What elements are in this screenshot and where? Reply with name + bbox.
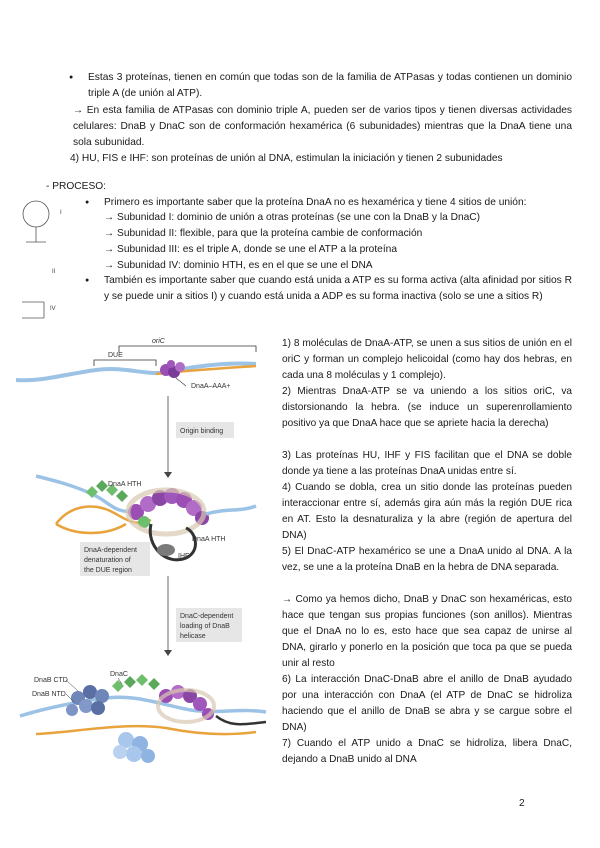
bullet-dnaa-sitios: ● Primero es importante saber que la proteína DnaA no es hexamérica y tiene 4 sitios de unión: [104, 195, 572, 211]
label-oric: oriC [152, 338, 165, 345]
sketch-label-iv: IV [50, 306, 56, 312]
label-dnab-ctd: DnaB CTD [34, 677, 68, 684]
label-dnaa-hth-bottom: DnaA HTH [192, 536, 226, 543]
sketch-label-ii: II [52, 269, 56, 275]
label-dnaa-hth-top: DnaA HTH [108, 481, 142, 488]
label-denat-2: denaturation of [84, 557, 131, 564]
proceso-heading: - PROCESO: [46, 181, 107, 192]
step-5-arrow-note: → Como ya hemos dicho, DnaB y DnaC son hexaméricas, esto hace que tengan sus propias funciones (son anillos). Mientras que el DnaA no lo es, esto hace que sea capaz de unirse al DNA, girarlo y ponerlo en la posición que toca pa que se pueda unir al resto [282, 594, 572, 669]
step-3: 3) Las proteínas HU, IHF y FIS facilitan que el DNA se doble donde ya tiene a las proteínas DnaA unidas entre sí. [282, 450, 572, 477]
label-dnac-2: loading of DnaB [180, 623, 230, 630]
bullet-atp-adp-forma: ● También es importante saber que cuando está unida a ATP es su forma activa (alta afinidad por sitios R y se puede unir a sitios I) y cuando está unida a ADP es su forma inactiva (solo se une a sitios R) [104, 273, 572, 305]
subunidad-3: → Subunidad III: es el triple A, donde se une el ATP a la proteína [104, 244, 397, 255]
item-4-hu-fis-ihf: 4) HU, FIS e IHF: son proteínas de unión al DNA, estimulan la iniciación y tienen 2 subunidades [70, 153, 503, 164]
step-1: 1) 8 moléculas de DnaA-ATP, se unen a sus sitios de unión en el oriC y forman un complejo helicoidal (como hay dos hebras, en cada una 8 moléculas y 1 complejo). [282, 338, 572, 381]
label-due: DUE [108, 352, 123, 359]
label-denat-1: DnaA-dependent [84, 547, 137, 554]
step-5: 5) El DnaC-ATP hexamérico se une a DnaA unido al DNA. A la vez, se une a la proteína DnaB en la hebra de DNA separada. [282, 546, 572, 573]
subunidad-2: → Subunidad II: flexible, para que la proteína cambie de conformación [104, 228, 423, 239]
label-dnaa-aaa: DnaA–AAA+ [191, 383, 231, 390]
domain-circle-sketch [23, 201, 49, 227]
label-dnac: DnaC [110, 671, 128, 678]
step-2: 2) Mientras DnaA-ATP se va uniendo a los sitios oriC, va distorsionando la hebra. (se induce un superenrollamiento positivo ya que DnaA hace que se apriete hacia la derecha) [282, 386, 572, 429]
dna-replication-initiation-figure [16, 336, 271, 772]
step-7: 7) Cuando el ATP unido a DnaC se hidroliza, libera DnaC, dejando a DnaB unido al DNA [282, 738, 572, 765]
label-dnab-ntd: DnaB NTD [32, 691, 66, 698]
step-6: 6) La interacción DnaC-DnaB abre el anillo de DnaB ayudado por una interacción con DnaA (el ATP de DnaC se hidroliza haciendo que el anillo de DnaB se abra y se cargue sobre el DNA) [282, 674, 572, 733]
step-4: 4) Cuando se dobla, crea un sitio donde las proteínas pueden interaccionar entre sí, además gira aún más la región DUE rica en AT. Esto la desnaturaliza y la abre (región de apertura del DNA) [282, 482, 572, 541]
bullet-atpasas: ● Estas 3 proteínas, tienen en común que todas son de la familia de ATPasas y todas contienen un dominio triple A (de unión al ATP). [88, 70, 572, 102]
label-ihf: IHF [178, 553, 190, 560]
subunidad-4: → Subunidad IV: dominio HTH, es en el que se une el DNA [104, 260, 373, 271]
sketch-label-i: I [60, 210, 62, 216]
label-dnac-3: helicase [180, 633, 206, 640]
subunidad-1: → Subunidad I: dominio de unión a otras proteínas (se une con la DnaB y la DnaC) [104, 212, 481, 223]
arrow-familia-atpasas: → En esta familia de ATPasas con dominio triple A, pueden ser de varios tipos y tienen diversas actividades celulares: DnaB y DnaC son de conformación hexamérica (6 subunidades) mientras que la DnaA tiene una sola subunidad. [73, 105, 572, 148]
ihf-protein [157, 544, 175, 556]
label-denat-3: the DUE region [84, 567, 132, 574]
label-origin-binding: Origin binding [180, 428, 224, 435]
page-number: 2 [519, 798, 525, 809]
label-dnac-1: DnaC-dependent [180, 613, 234, 620]
